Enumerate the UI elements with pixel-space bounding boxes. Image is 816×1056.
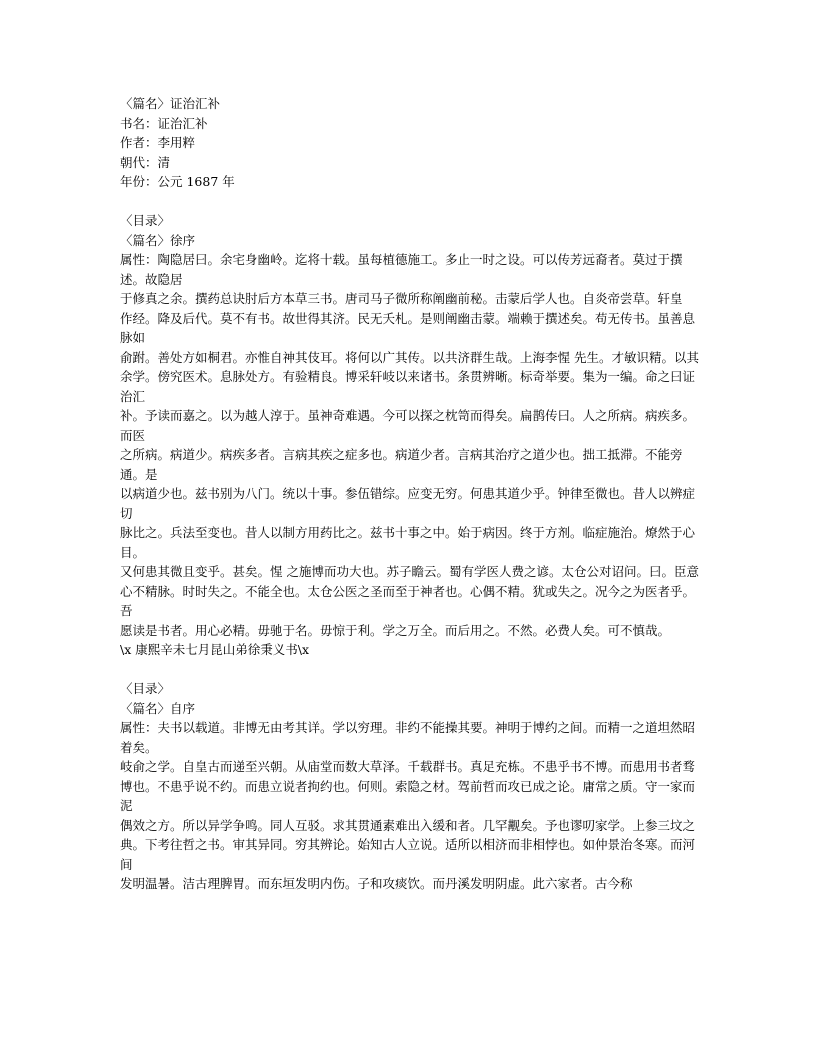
section-title: 〈篇名〉徐序 [120, 232, 196, 248]
meta-chapter-title: 〈篇名〉证治汇补 [120, 96, 221, 111]
paragraph-line: 博也。不患乎说不约。而患立说者拘约也。何则。索隐之材。驾前哲而攻已成之论。庸常之质。守一家而泥 [120, 778, 696, 813]
section-xu-preface [120, 211, 700, 660]
paragraph-line: 于修真之余。撰药总诀肘后方本草三书。唐司马子微所称阐幽前秘。击蒙后学人也。自炎帝尝草。轩皇 [120, 291, 683, 306]
paragraph-line: 属性：陶隐居曰。余宅身幽岭。迄将十载。虽每植德施工。多止一时之设。可以传芳远裔者。莫过于撰述。故隐居 [120, 252, 683, 287]
meta-author: 作者：李用粹 [120, 135, 196, 150]
meta-block [120, 94, 700, 192]
paragraph-line: 愿读是书者。用心必精。毋驰于名。毋惊于利。学之万全。而后用之。不然。必费人矣。可不慎哉。 [120, 622, 671, 638]
paragraph-line: 余学。傍究医术。息脉处方。有验精良。博采轩岐以来诸书。条贯辨晰。标奇举要。集为一编。命之曰证治汇 [120, 369, 696, 404]
paragraph-line: 俞跗。善处方如桐君。亦惟自神其伎耳。将何以广其传。以共济群生哉。上海李惺 先生。才敏识精。以其 [120, 349, 699, 365]
paragraph-line: 典。下考往哲之书。审其异同。穷其辨论。始知古人立说。适所以相济而非相悖也。如仲景治冬寒。而河间 [120, 837, 696, 872]
meta-dynasty: 朝代：清 [120, 154, 171, 170]
paragraph-line: 偶效之方。所以异学争鸣。同人互驳。求其贯通素难出入缓和者。几罕觏矣。予也谬叨家学。上参三坟之 [120, 817, 696, 833]
section-title: 〈篇名〉自序 [120, 700, 196, 716]
section-toc-label: 〈目录〉 [120, 213, 171, 228]
section-toc-label: 〈目录〉 [120, 681, 171, 696]
paragraph-line: 发明温暑。洁古理脾胃。而东垣发明内伤。子和攻痰饮。而丹溪发明阴虚。此六家者。古今称 [120, 876, 633, 891]
paragraph-line: 作经。降及后代。莫不有书。故世得其济。民无夭札。是则阐幽击蒙。端赖于撰述矣。苟无传书。虽善息脉如 [120, 310, 696, 345]
meta-year: 年份：公元 1687 年 [120, 174, 235, 189]
document-page [120, 94, 700, 894]
meta-book-name: 书名：证治汇补 [120, 115, 208, 131]
paragraph-line: 之所病。病道少。病疾多者。言病其疾之症多也。病道少者。言病其治疗之道少也。拙工抵滞。不能旁通。是 [120, 447, 683, 482]
paragraph-line: 以病道少也。兹书别为八门。统以十事。参伍错综。应变无穷。何患其道少乎。钟律至微也。昔人以辨症切 [120, 486, 696, 521]
paragraph-line: 补。予读而嘉之。以为越人淳于。虽神奇难遇。今可以探之枕笥而得矣。扁鹊传曰。人之所病。病疾多。而医 [120, 408, 696, 443]
paragraph-line: 岐俞之学。自皇古而递至兴朝。从庙堂而数大草泽。千载群书。真足充栋。不患乎书不博。而患用书者骛 [120, 759, 696, 774]
section-signature: \x 康熙辛未七月昆山弟徐秉义书\x [120, 642, 309, 657]
paragraph-line: 属性：夫书以载道。非博无由考其详。学以穷理。非约不能操其要。神明于博约之间。而精一之道坦然昭着矣。 [120, 720, 696, 755]
spacer [120, 660, 700, 680]
section-author-preface [120, 679, 700, 894]
paragraph-line: 脉比之。兵法至变也。昔人以制方用药比之。兹书十事之中。始于病因。终于方剂。临症施治。燎然于心目。 [120, 525, 696, 560]
paragraph-line: 又何患其微且变乎。甚矣。惺 之施博而功大也。苏子瞻云。蜀有学医人费之谚。太仓公对诏问。曰。臣意 [120, 564, 699, 579]
spacer [120, 192, 700, 212]
paragraph-line: 心不精脉。时时失之。不能全也。太仓公医之圣而至于神者也。心偶不精。犹或失之。况今之为医者乎。吾 [120, 583, 696, 618]
